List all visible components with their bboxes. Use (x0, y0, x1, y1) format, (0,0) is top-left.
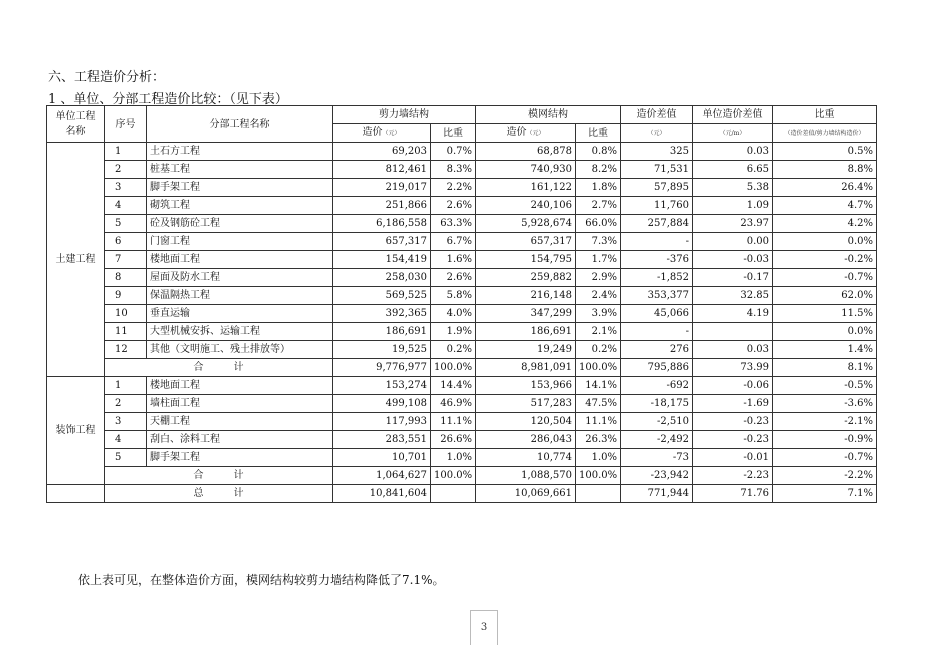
row-mold-cost: 657,317 (476, 233, 576, 251)
row-unit-diff: -1.69 (693, 395, 773, 413)
row-seq: 2 (105, 395, 147, 413)
header-cost-diff-unit: （元） (621, 124, 693, 143)
row-ratio: -0.7% (773, 449, 877, 467)
row-item-name: 门窗工程 (147, 233, 333, 251)
total-mold-cost: 8,981,091 (476, 359, 576, 377)
row-mold-share: 0.8% (576, 143, 621, 161)
table-row (47, 215, 877, 233)
table-row (47, 233, 877, 251)
header-mold-cost: 造价（元） (476, 124, 576, 143)
row-mold-cost: 347,299 (476, 305, 576, 323)
row-shear-cost: 186,691 (333, 323, 431, 341)
table-row (47, 269, 877, 287)
header-ratio: 比重 (773, 106, 877, 124)
unit-label: （元） (526, 130, 545, 137)
total-mold-share: 100.0% (576, 467, 621, 485)
table-row (47, 377, 877, 395)
row-mold-share: 8.2% (576, 161, 621, 179)
total-label: 合 计 (105, 467, 333, 485)
table-row (47, 197, 877, 215)
row-cost-diff: -692 (621, 377, 693, 395)
row-cost-diff: -376 (621, 251, 693, 269)
row-seq: 10 (105, 305, 147, 323)
row-shear-cost: 283,551 (333, 431, 431, 449)
row-mold-share: 2.9% (576, 269, 621, 287)
total-unit-diff: 71.76 (693, 485, 773, 503)
row-mold-cost: 19,249 (476, 341, 576, 359)
row-mold-cost: 216,148 (476, 287, 576, 305)
row-shear-cost: 657,317 (333, 233, 431, 251)
blank-cell (47, 485, 105, 503)
row-ratio: 26.4% (773, 179, 877, 197)
row-mold-share: 2.4% (576, 287, 621, 305)
row-item-name: 其他（文明施工、残土排放等） (147, 341, 333, 359)
row-cost-diff: -1,852 (621, 269, 693, 287)
row-seq: 3 (105, 179, 147, 197)
row-item-name: 砌筑工程 (147, 197, 333, 215)
row-seq: 1 (105, 143, 147, 161)
row-ratio: -0.7% (773, 269, 877, 287)
header-cost-diff: 造价差值 (621, 106, 693, 124)
table-row (47, 413, 877, 431)
row-mold-cost: 153,966 (476, 377, 576, 395)
row-seq: 2 (105, 161, 147, 179)
row-mold-share: 11.1% (576, 413, 621, 431)
row-shear-share: 0.2% (431, 341, 476, 359)
header-shear-cost: 造价（元） (333, 124, 431, 143)
row-shear-share: 5.8% (431, 287, 476, 305)
row-shear-cost: 569,525 (333, 287, 431, 305)
row-mold-cost: 740,930 (476, 161, 576, 179)
row-mold-cost: 240,106 (476, 197, 576, 215)
row-item-name: 砼及钢筋砼工程 (147, 215, 333, 233)
row-mold-cost: 517,283 (476, 395, 576, 413)
row-item-name: 垂直运输 (147, 305, 333, 323)
row-mold-cost: 286,043 (476, 431, 576, 449)
row-mold-cost: 120,504 (476, 413, 576, 431)
total-label: 总 计 (105, 485, 333, 503)
row-mold-share: 1.0% (576, 449, 621, 467)
table-row (47, 431, 877, 449)
table-row (47, 143, 877, 161)
table-body (47, 143, 877, 503)
row-item-name: 楼地面工程 (147, 377, 333, 395)
row-shear-share: 46.9% (431, 395, 476, 413)
row-seq: 7 (105, 251, 147, 269)
total-ratio: -2.2% (773, 467, 877, 485)
row-seq: 1 (105, 377, 147, 395)
header-shear-share: 比重 (431, 124, 476, 143)
row-unit-diff: -0.23 (693, 431, 773, 449)
total-shear-cost: 9,776,977 (333, 359, 431, 377)
row-shear-cost: 812,461 (333, 161, 431, 179)
row-seq: 5 (105, 215, 147, 233)
total-ratio: 7.1% (773, 485, 877, 503)
row-shear-share: 0.7% (431, 143, 476, 161)
row-item-name: 土石方工程 (147, 143, 333, 161)
row-ratio: -0.5% (773, 377, 877, 395)
row-cost-diff: -73 (621, 449, 693, 467)
row-ratio: 8.8% (773, 161, 877, 179)
row-unit-diff (693, 323, 773, 341)
conclusion-text: 依上表可见，在整体造价方面，模网结构较剪力墙结构降低了7.1%。 (78, 573, 445, 587)
row-cost-diff: 45,066 (621, 305, 693, 323)
row-item-name: 楼地面工程 (147, 251, 333, 269)
row-ratio: -0.9% (773, 431, 877, 449)
row-seq: 9 (105, 287, 147, 305)
row-item-name: 刮白、涂料工程 (147, 431, 333, 449)
header-mold-share: 比重 (576, 124, 621, 143)
row-mold-share: 47.5% (576, 395, 621, 413)
row-unit-diff: 0.03 (693, 143, 773, 161)
header-mold-net: 模网结构 (476, 106, 621, 124)
row-shear-share: 1.9% (431, 323, 476, 341)
row-mold-share: 2.7% (576, 197, 621, 215)
row-unit-diff: 0.00 (693, 233, 773, 251)
total-row (47, 467, 877, 485)
row-ratio: 0.0% (773, 323, 877, 341)
total-mold-share: 100.0% (576, 359, 621, 377)
cost-comparison-table (46, 105, 877, 503)
row-unit-diff: -0.23 (693, 413, 773, 431)
row-mold-cost: 5,928,674 (476, 215, 576, 233)
row-shear-cost: 153,274 (333, 377, 431, 395)
unit-project-label: 装饰工程 (47, 377, 105, 485)
row-unit-diff: -0.01 (693, 449, 773, 467)
row-shear-cost: 499,108 (333, 395, 431, 413)
row-mold-share: 1.8% (576, 179, 621, 197)
total-row (47, 359, 877, 377)
row-seq: 5 (105, 449, 147, 467)
row-item-name: 保温隔热工程 (147, 287, 333, 305)
total-mold-cost: 1,088,570 (476, 467, 576, 485)
row-shear-share: 1.6% (431, 251, 476, 269)
table-row (47, 287, 877, 305)
row-shear-cost: 392,365 (333, 305, 431, 323)
row-shear-cost: 6,186,558 (333, 215, 431, 233)
header-shear-wall: 剪力墙结构 (333, 106, 476, 124)
row-mold-share: 1.7% (576, 251, 621, 269)
row-cost-diff: 11,760 (621, 197, 693, 215)
row-unit-diff: -0.03 (693, 251, 773, 269)
row-ratio: 62.0% (773, 287, 877, 305)
row-mold-share: 2.1% (576, 323, 621, 341)
row-mold-cost: 10,774 (476, 449, 576, 467)
row-unit-diff: -0.17 (693, 269, 773, 287)
header-unit-cost-diff: 单位造价差值 (693, 106, 773, 124)
table-row (47, 179, 877, 197)
row-unit-diff: 1.09 (693, 197, 773, 215)
total-shear-cost: 1,064,627 (333, 467, 431, 485)
row-shear-share: 1.0% (431, 449, 476, 467)
row-mold-cost: 154,795 (476, 251, 576, 269)
unit-project-label: 土建工程 (47, 143, 105, 377)
table-row (47, 305, 877, 323)
row-ratio: -3.6% (773, 395, 877, 413)
row-shear-share: 2.6% (431, 269, 476, 287)
table-row (47, 251, 877, 269)
row-unit-diff: -0.06 (693, 377, 773, 395)
total-mold-cost: 10,069,661 (476, 485, 576, 503)
header-unit-diff-unit: （元/m） (693, 124, 773, 143)
row-cost-diff: 57,895 (621, 179, 693, 197)
row-mold-share: 7.3% (576, 233, 621, 251)
row-mold-cost: 68,878 (476, 143, 576, 161)
total-unit-diff: 73.99 (693, 359, 773, 377)
total-row (47, 485, 877, 503)
row-shear-cost: 19,525 (333, 341, 431, 359)
total-shear-share (431, 485, 476, 503)
row-ratio: -0.2% (773, 251, 877, 269)
row-mold-share: 26.3% (576, 431, 621, 449)
total-label: 合 计 (105, 359, 333, 377)
row-shear-share: 63.3% (431, 215, 476, 233)
row-shear-share: 2.6% (431, 197, 476, 215)
header-item-name: 分部工程名称 (147, 106, 333, 143)
row-ratio: 4.2% (773, 215, 877, 233)
row-ratio: 4.7% (773, 197, 877, 215)
total-shear-share: 100.0% (431, 359, 476, 377)
header-unit-name: 单位工程 名称 (47, 106, 105, 143)
row-item-name: 天棚工程 (147, 413, 333, 431)
total-cost-diff: -23,942 (621, 467, 693, 485)
row-unit-diff: 32.85 (693, 287, 773, 305)
row-ratio: 11.5% (773, 305, 877, 323)
total-cost-diff: 771,944 (621, 485, 693, 503)
table-row (47, 341, 877, 359)
row-shear-cost: 117,993 (333, 413, 431, 431)
section-heading: 六、工程造价分析： (48, 70, 166, 85)
row-item-name: 大型机械安拆、运输工程 (147, 323, 333, 341)
table-row (47, 395, 877, 413)
row-item-name: 桩基工程 (147, 161, 333, 179)
row-cost-diff: -18,175 (621, 395, 693, 413)
row-cost-diff: - (621, 233, 693, 251)
row-seq: 3 (105, 413, 147, 431)
row-shear-cost: 251,866 (333, 197, 431, 215)
total-shear-share: 100.0% (431, 467, 476, 485)
total-ratio: 8.1% (773, 359, 877, 377)
row-seq: 11 (105, 323, 147, 341)
row-ratio: 1.4% (773, 341, 877, 359)
row-cost-diff: 257,884 (621, 215, 693, 233)
row-unit-diff: 4.19 (693, 305, 773, 323)
row-shear-share: 11.1% (431, 413, 476, 431)
row-cost-diff: 325 (621, 143, 693, 161)
total-shear-cost: 10,841,604 (333, 485, 431, 503)
row-shear-cost: 258,030 (333, 269, 431, 287)
row-ratio: 0.0% (773, 233, 877, 251)
row-unit-diff: 0.03 (693, 341, 773, 359)
row-seq: 8 (105, 269, 147, 287)
row-item-name: 脚手架工程 (147, 449, 333, 467)
row-cost-diff: 276 (621, 341, 693, 359)
row-cost-diff: 71,531 (621, 161, 693, 179)
row-seq: 6 (105, 233, 147, 251)
header-seq: 序号 (105, 106, 147, 143)
row-seq: 4 (105, 197, 147, 215)
row-cost-diff: -2,510 (621, 413, 693, 431)
row-shear-cost: 69,203 (333, 143, 431, 161)
row-shear-share: 14.4% (431, 377, 476, 395)
row-ratio: -2.1% (773, 413, 877, 431)
row-unit-diff: 5.38 (693, 179, 773, 197)
row-shear-share: 2.2% (431, 179, 476, 197)
row-shear-share: 8.3% (431, 161, 476, 179)
table-row (47, 161, 877, 179)
row-seq: 12 (105, 341, 147, 359)
row-ratio: 0.5% (773, 143, 877, 161)
unit-label: （元） (382, 130, 401, 137)
row-mold-cost: 186,691 (476, 323, 576, 341)
row-mold-share: 66.0% (576, 215, 621, 233)
row-item-name: 墙柱面工程 (147, 395, 333, 413)
row-seq: 4 (105, 431, 147, 449)
total-mold-share (576, 485, 621, 503)
row-item-name: 屋面及防水工程 (147, 269, 333, 287)
row-shear-share: 6.7% (431, 233, 476, 251)
row-unit-diff: 6.65 (693, 161, 773, 179)
row-cost-diff: - (621, 323, 693, 341)
total-unit-diff: -2.23 (693, 467, 773, 485)
row-shear-cost: 154,419 (333, 251, 431, 269)
row-mold-share: 14.1% (576, 377, 621, 395)
row-cost-diff: 353,377 (621, 287, 693, 305)
row-shear-share: 26.6% (431, 431, 476, 449)
subsection-heading: 1 、单位、分部工程造价比较：（见下表） (48, 92, 288, 107)
row-item-name: 脚手架工程 (147, 179, 333, 197)
row-shear-cost: 10,701 (333, 449, 431, 467)
row-mold-share: 3.9% (576, 305, 621, 323)
row-shear-share: 4.0% (431, 305, 476, 323)
table-row (47, 323, 877, 341)
row-unit-diff: 23.97 (693, 215, 773, 233)
table-row (47, 449, 877, 467)
row-cost-diff: -2,492 (621, 431, 693, 449)
row-mold-cost: 259,882 (476, 269, 576, 287)
row-mold-cost: 161,122 (476, 179, 576, 197)
header-ratio-note: （造价差值/剪力墙结构造价） (773, 124, 877, 143)
page-number: 3 (470, 610, 498, 645)
row-mold-share: 0.2% (576, 341, 621, 359)
row-shear-cost: 219,017 (333, 179, 431, 197)
total-cost-diff: 795,886 (621, 359, 693, 377)
